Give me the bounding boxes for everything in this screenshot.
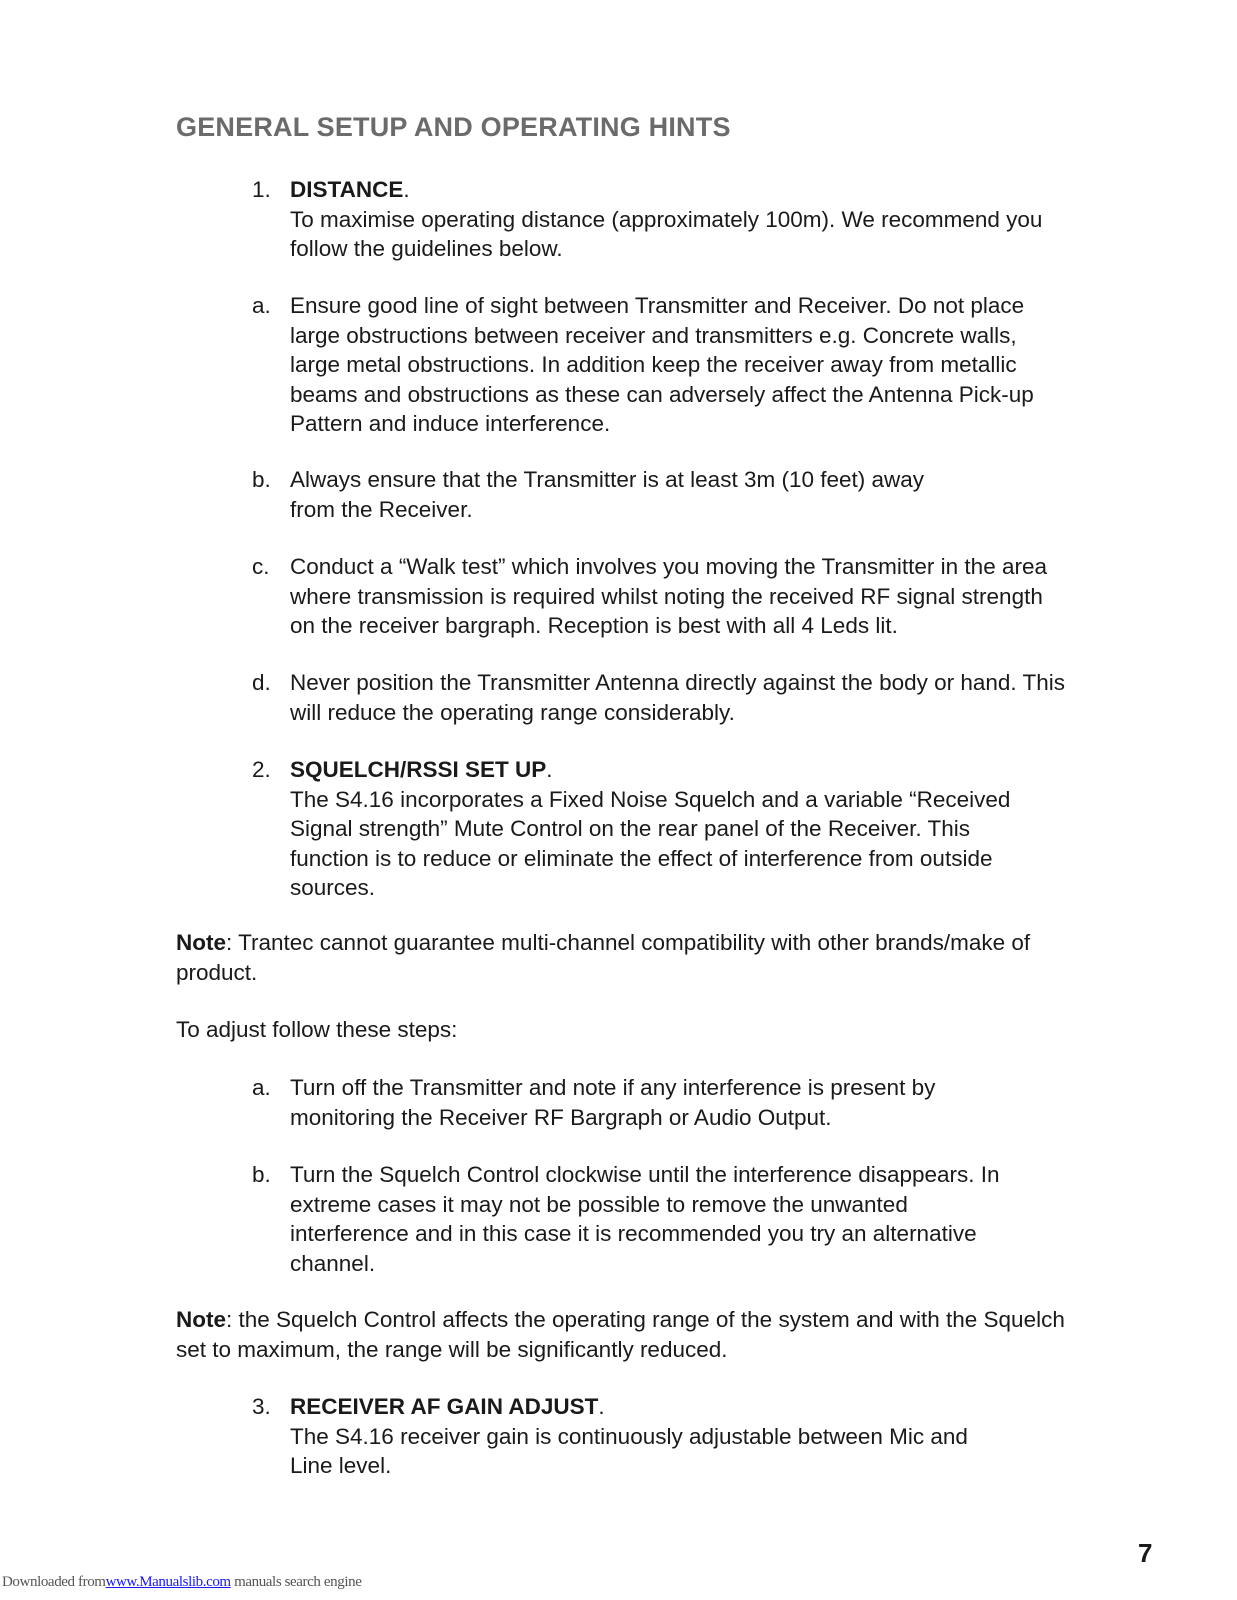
- note-text: : Trantec cannot guarantee multi-channel compatibility with other brands/make of product.: [176, 930, 1031, 985]
- list-item-distance-d: [252, 668, 1072, 727]
- list-marker: a.: [252, 1075, 271, 1100]
- steps-intro: To adjust follow these steps:: [176, 1017, 458, 1042]
- note-label: Note: [176, 1307, 226, 1332]
- list-marker: d.: [252, 670, 271, 695]
- list-item-steps-a: [252, 1073, 1072, 1132]
- section-number: 2.: [252, 757, 271, 782]
- section-intro-gain: The S4.16 receiver gain is continuously adjustable between Mic and Line level.: [290, 1423, 968, 1478]
- note-text: : the Squelch Control affects the operating range of the system and with the Squelch set to maximum, the range will be significantly reduced.: [176, 1307, 1065, 1362]
- list-item-text: Turn the Squelch Control clockwise until the interference disappears. In extreme cases it may not be possible to remove the unwanted interference and in this case it is recommended you try an alternative channel.: [290, 1162, 1000, 1276]
- note-squelch-range: [176, 1305, 1076, 1364]
- section-intro-squelch: The S4.16 incorporates a Fixed Noise Squelch and a variable “Received Signal strength” Mute Control on the rear panel of the Receiver. This function is to reduce or eliminate the effect of interference from outside sources.: [290, 786, 1011, 900]
- list-item-text: Ensure good line of sight between Transmitter and Receiver. Do not place large obstructions between receiver and transmitters e.g. Concrete walls, large metal obstructions. In addition keep the receiver away from metallic beams and obstructions as these can adversely affect the Antenna Pick-up Pattern and induce interference.: [290, 293, 1034, 436]
- section-squelch: 2. SQUELCH/RSSI SET UP. The S4.16 incorporates a Fixed Noise Squelch and a variable “Received Signal strength” Mute Control on the rear panel of the Receiver. This function is to reduce or eliminate the effect of interference from outside sources.: [252, 757, 1011, 900]
- list-item-steps-b: [252, 1160, 1072, 1278]
- list-marker: b.: [252, 1162, 271, 1187]
- page-number: 7: [1138, 1538, 1153, 1568]
- section-number: 3.: [252, 1394, 271, 1419]
- note-compatibility: [176, 928, 1076, 987]
- page-title: GENERAL SETUP AND OPERATING HINTS: [176, 112, 731, 142]
- section-heading-distance: DISTANCE: [290, 177, 404, 202]
- section-gain: 3. RECEIVER AF GAIN ADJUST. The S4.16 receiver gain is continuously adjustable between Mic and Line level.: [252, 1394, 968, 1478]
- list-item-distance-b: [252, 465, 1072, 524]
- list-item-text: Never position the Transmitter Antenna directly against the body or hand. This will reduce the operating range considerably.: [290, 670, 1066, 725]
- section-distance: 1. DISTANCE. To maximise operating distance (approximately 100m). We recommend you follow the guidelines below.: [252, 177, 1043, 261]
- list-marker: a.: [252, 293, 271, 318]
- section-heading-squelch: SQUELCH/RSSI SET UP: [290, 757, 547, 782]
- footer-link[interactable]: www.Manualslib.com: [105, 1574, 231, 1590]
- section-number: 1.: [252, 177, 271, 202]
- list-item-distance-c: [252, 552, 1072, 641]
- list-item-text: Turn off the Transmitter and note if any interference is present by monitoring the Receiver RF Bargraph or Audio Output.: [290, 1075, 936, 1130]
- list-item-distance-a: [252, 291, 1072, 439]
- footer: [2, 1574, 361, 1591]
- footer-suffix: manuals search engine: [230, 1574, 362, 1590]
- list-marker: b.: [252, 467, 271, 492]
- list-item-text: Always ensure that the Transmitter is at least 3m (10 feet) away from the Receiver.: [290, 467, 925, 522]
- list-item-text: Conduct a “Walk test” which involves you moving the Transmitter in the area where transmission is required whilst noting the received RF signal strength on the receiver bargraph. Reception is best with all 4 Leds lit.: [290, 554, 1047, 638]
- section-intro-distance: To maximise operating distance (approximately 100m). We recommend you follow the guidelines below.: [290, 206, 1043, 261]
- note-label: Note: [176, 930, 226, 955]
- section-heading-gain: RECEIVER AF GAIN ADJUST: [290, 1394, 599, 1419]
- footer-prefix: Downloaded from: [2, 1574, 106, 1590]
- list-marker: c.: [252, 554, 270, 579]
